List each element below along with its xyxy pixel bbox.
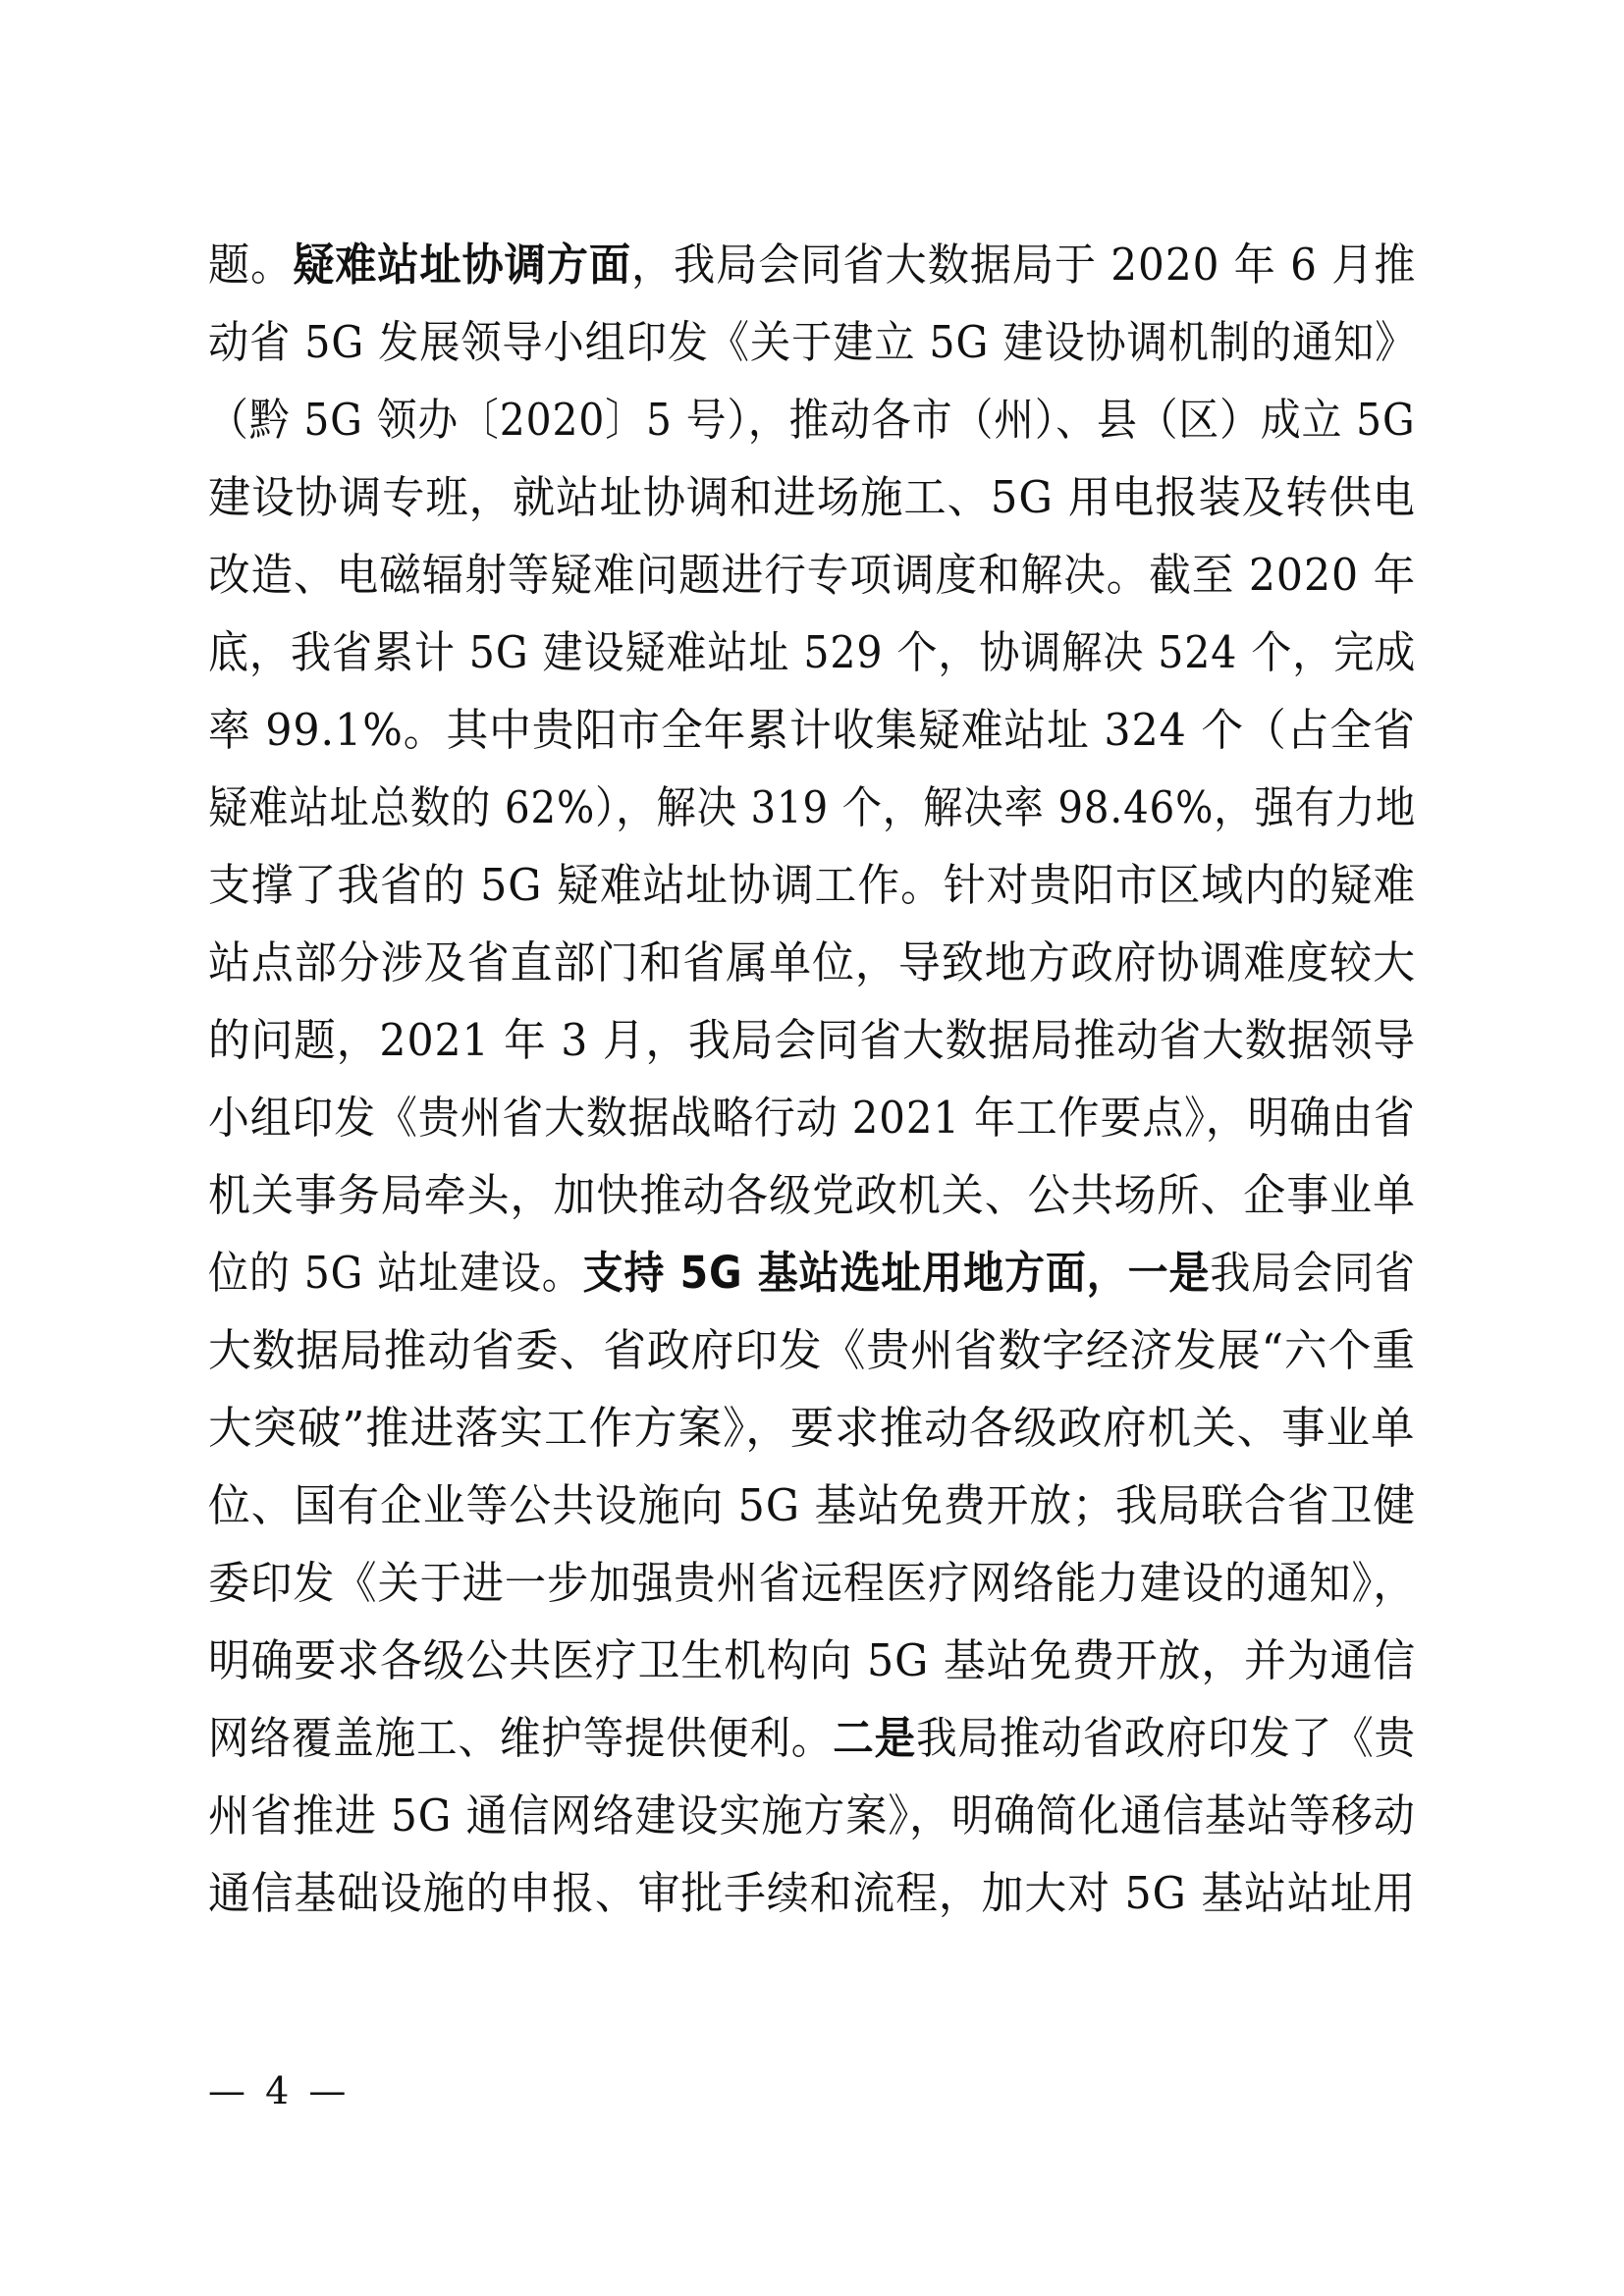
text-run: 明确要求各级公共医疗卫生机构向 5G 基站免费开放，并为通信 [208,1634,1417,1686]
text-line [208,846,1417,924]
text-line [208,1544,1416,1622]
text-run: 我局会同省 [1210,1247,1416,1299]
text-line [208,691,1416,769]
text-line [208,303,1417,381]
text-line [208,614,1417,691]
text-line [208,1001,1417,1079]
text-line [208,1467,1417,1544]
text-run: 州省推进 5G 通信网络建设实施方案》，明确简化通信基站等移动 [208,1789,1416,1842]
text-line [208,1622,1417,1699]
text-line [208,1156,1417,1234]
text-run: 疑难站址总数的 62%），解决 319 个，解决率 98.46%，强有力地 [208,781,1417,833]
text-run: 委印发《关于进一步加强贵州省远程医疗网络能力建设的通知》， [208,1557,1416,1609]
text-run: 支撑了我省的 5G 疑难站址协调工作。针对贵阳市区域内的疑难 [208,859,1417,911]
text-run: 题。 [208,239,294,291]
text-line [208,1699,1417,1777]
text-line [208,1079,1416,1156]
text-run: 我局推动省政府印发了《贵 [916,1712,1417,1764]
text-line [208,1389,1416,1467]
text-run: 大数据局推动省委、省政府印发《贵州省数字经济发展“六个重 [208,1324,1417,1376]
text-run: 的问题，2021 年 3 月，我局会同省大数据局推动省大数据领导 [208,1014,1417,1066]
text-run: 小组印发《贵州省大数据战略行动 2021 年工作要点》，明确由省 [208,1092,1416,1144]
document-body [208,226,1416,1932]
text-line [208,458,1416,536]
page-number: — 4 — [208,2069,351,2112]
text-run: 位、国有企业等公共设施向 5G 基站免费开放；我局联合省卫健 [208,1479,1417,1531]
text-run: （黔 5G 领办〔2020〕5 号），推动各市（州）、县（区）成立 5G [208,394,1416,446]
text-run: 通信基础设施的申报、审批手续和流程，加大对 5G 基站站址用 [208,1867,1417,1919]
text-run: 站点部分涉及省直部门和省属单位，导致地方政府协调难度较大 [208,936,1417,988]
text-run: 网络覆盖施工、维护等提供便利。 [208,1712,834,1764]
bold-heading-run: 支持 5G 基站选址用地方面，一是 [582,1247,1211,1299]
text-line [208,1311,1417,1389]
text-run: 位的 5G 站址建设。 [208,1247,583,1299]
text-line [208,769,1417,846]
bold-heading-run: 疑难站址协调方面 [293,239,631,291]
text-line [208,924,1417,1001]
text-line [208,1234,1416,1311]
text-line [208,1854,1417,1932]
bold-heading-run: 二是 [833,1712,917,1764]
text-run: 动省 5G 发展领导小组印发《关于建立 5G 建设协调机制的通知》 [208,316,1417,368]
text-line [208,226,1417,303]
text-run: 建设协调专班，就站址协调和进场施工、5G 用电报装及转供电 [208,471,1416,523]
text-line [208,381,1416,458]
text-run: 机关事务局牵头，加快推动各级党政机关、公共场所、企事业单 [208,1169,1417,1221]
text-line [208,536,1417,614]
text-run: 底，我省累计 5G 建设疑难站址 529 个，协调解决 524 个，完成 [208,626,1417,678]
text-run: 大突破”推进落实工作方案》，要求推动各级政府机关、事业单 [208,1402,1416,1454]
text-run: 改造、电磁辐射等疑难问题进行专项调度和解决。截至 2020 年 [208,549,1417,601]
text-run: 率 99.1%。其中贵阳市全年累计收集疑难站址 324 个（占全省 [208,704,1416,756]
text-line [208,1777,1416,1854]
text-run: ，我局会同省大数据局于 2020 年 6 月推 [630,239,1417,291]
